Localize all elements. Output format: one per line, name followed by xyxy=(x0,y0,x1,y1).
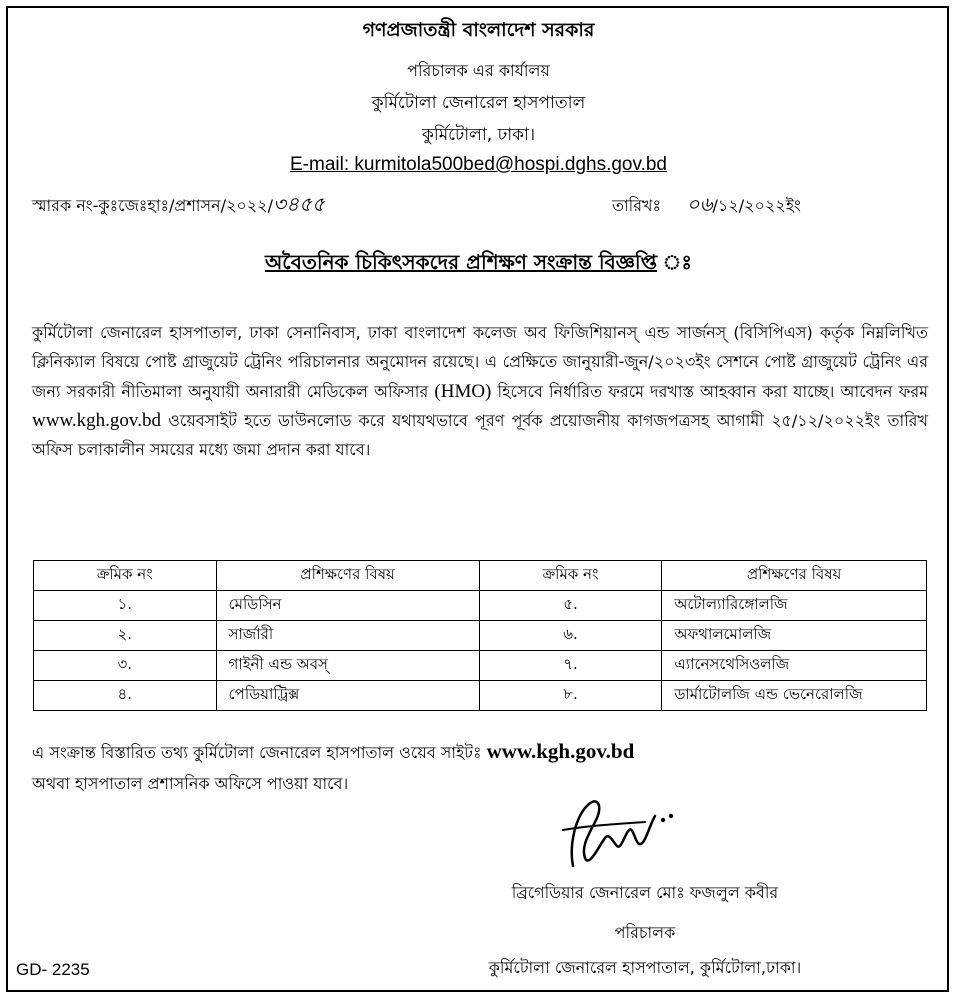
email-address[interactable]: kurmitola500bed@hospi.dghs.gov.bd xyxy=(354,154,667,175)
memo-number-handwritten: ৩৪৫৫ xyxy=(272,192,325,216)
subject-cell: ডার্মাটোলজি এন্ড ভেনেরোলজি xyxy=(662,681,927,711)
table-header-row xyxy=(34,561,927,591)
notice-body xyxy=(32,318,928,464)
notice-title xyxy=(0,248,957,281)
signer-name: ব্রিগেডিয়ার জেনারেল মোঃ ফজলুল কবীর xyxy=(511,883,779,902)
gd-code: GD- 2235 xyxy=(16,960,90,979)
signer-office: কুর্মিটোলা জেনারেল হাসপাতাল, কুর্মিটোলা,ঢাকা। xyxy=(488,958,802,977)
office-line: পরিচালক এর কার্যালয় xyxy=(407,61,550,80)
header-serial-2: ক্রমিক নং xyxy=(479,561,662,591)
body-part3: ওয়েবসাইট হতে ডাউনলোড করে যথাযথভাবে পূরণ পূর্বক প্রয়োজনীয় কাগজপত্রসহ আগামী ২৫/১২/২০২২ইং তারিখ অফিস চলাকালীন সময়ের মধ্যে জমা প্রদান করা যাবে। xyxy=(32,410,928,460)
date-day-handwritten: ০৬ xyxy=(686,192,713,216)
training-subjects-table xyxy=(33,560,927,711)
subject-cell: অটোল্যারিঙ্গোলজি xyxy=(662,591,927,621)
serial-cell: ৩. xyxy=(34,651,217,681)
footer-info xyxy=(32,736,932,799)
serial-cell: ১. xyxy=(34,591,217,621)
header-subject-2: প্রশিক্ষণের বিষয় xyxy=(662,561,927,591)
table-row xyxy=(34,681,927,711)
footer-info-part2: অথবা হাসপাতাল প্রশাসনিক অফিসে পাওয়া যাবে। xyxy=(32,774,349,793)
serial-cell: ৬. xyxy=(479,621,662,651)
body-part2: হিসেবে নির্ধারিত ফরমে দরখাস্ত আহব্বান করা যাচ্ছে। আবেদন ফরম xyxy=(491,381,929,401)
subject-cell: এ্যানেসথেসিওলজি xyxy=(662,651,927,681)
table-row xyxy=(34,591,927,621)
subject-cell: পেডিয়াট্রিক্স xyxy=(216,681,479,711)
body-website-link[interactable]: www.kgh.gov.bd xyxy=(32,409,161,431)
signer-title: পরিচালক xyxy=(614,923,676,942)
subject-cell: গাইনী এন্ড অবস্ xyxy=(216,651,479,681)
govt-title: গণপ্রজাতন্ত্রী বাংলাদেশ সরকার xyxy=(362,19,595,41)
footer-info-part1: এ সংক্রান্ত বিস্তারিত তথ্য কুর্মিটোলা জেনারেল হাসপাতাল ওয়েব সাইটঃ xyxy=(32,743,487,762)
memo-reference xyxy=(32,190,325,223)
email-label: E-mail: xyxy=(290,154,355,175)
hmo-abbrev: (HMO) xyxy=(434,380,492,402)
subject-cell: অফথালমোলজি xyxy=(662,621,927,651)
hospital-location: কুর্মিটোলা, ঢাকা। xyxy=(421,125,536,145)
serial-cell: ৪. xyxy=(34,681,217,711)
table-row xyxy=(34,621,927,651)
hospital-name: কুর্মিটোলা জেনারেল হাসপাতাল xyxy=(371,93,586,113)
serial-cell: ৮. xyxy=(479,681,662,711)
subject-cell: সার্জারী xyxy=(216,621,479,651)
memo-date xyxy=(612,190,801,223)
header-subject-1: প্রশিক্ষণের বিষয় xyxy=(216,561,479,591)
serial-cell: ৫. xyxy=(479,591,662,621)
table-row xyxy=(34,651,927,681)
serial-cell: ৭. xyxy=(479,651,662,681)
subject-cell: মেডিসিন xyxy=(216,591,479,621)
date-rest: /১২/২০২২ইং xyxy=(712,196,801,215)
serial-cell: ২. xyxy=(34,621,217,651)
notice-title-suffix: ঃ xyxy=(657,250,693,274)
memo-prefix: স্মারক নং-কুঃজেঃহাঃ/প্রশাসন/২০২২/ xyxy=(32,196,273,215)
date-label: তারিখঃ xyxy=(612,196,662,215)
footer-website-link[interactable]: www.kgh.gov.bd xyxy=(486,739,635,763)
notice-title-text: অবৈতনিক চিকিৎসকদের প্রশিক্ষণ সংক্রান্ত বিজ্ঞপ্তি xyxy=(264,250,658,274)
signature-image xyxy=(555,786,685,876)
body-part1: কুর্মিটোলা জেনারেল হাসপাতাল, ঢাকা সেনানিবাস, ঢাকা বাংলাদেশ কলেজ অব ফিজিশিয়ানস্ এন্ড সার্জনস্ (বিসিপিএস) কর্তৃক নিম্নলিখিত ক্লিনিক্যাল বিষয়ে পোষ্ট গ্রাজুয়েট ট্রেনিং পরিচালনার অনুমোদন রয়েছে। এ প্রেক্ষিতে জানুয়ারী-জুন/২০২৩ইং সেশনে পোষ্ট গ্রাজুয়েট ট্রেনিং এর জন্য সরকারী নীতিমালা অনুযায়ী অনারারী মেডিকেল অফিসার xyxy=(32,323,928,401)
header-serial-1: ক্রমিক নং xyxy=(34,561,217,591)
email-line xyxy=(0,154,957,176)
